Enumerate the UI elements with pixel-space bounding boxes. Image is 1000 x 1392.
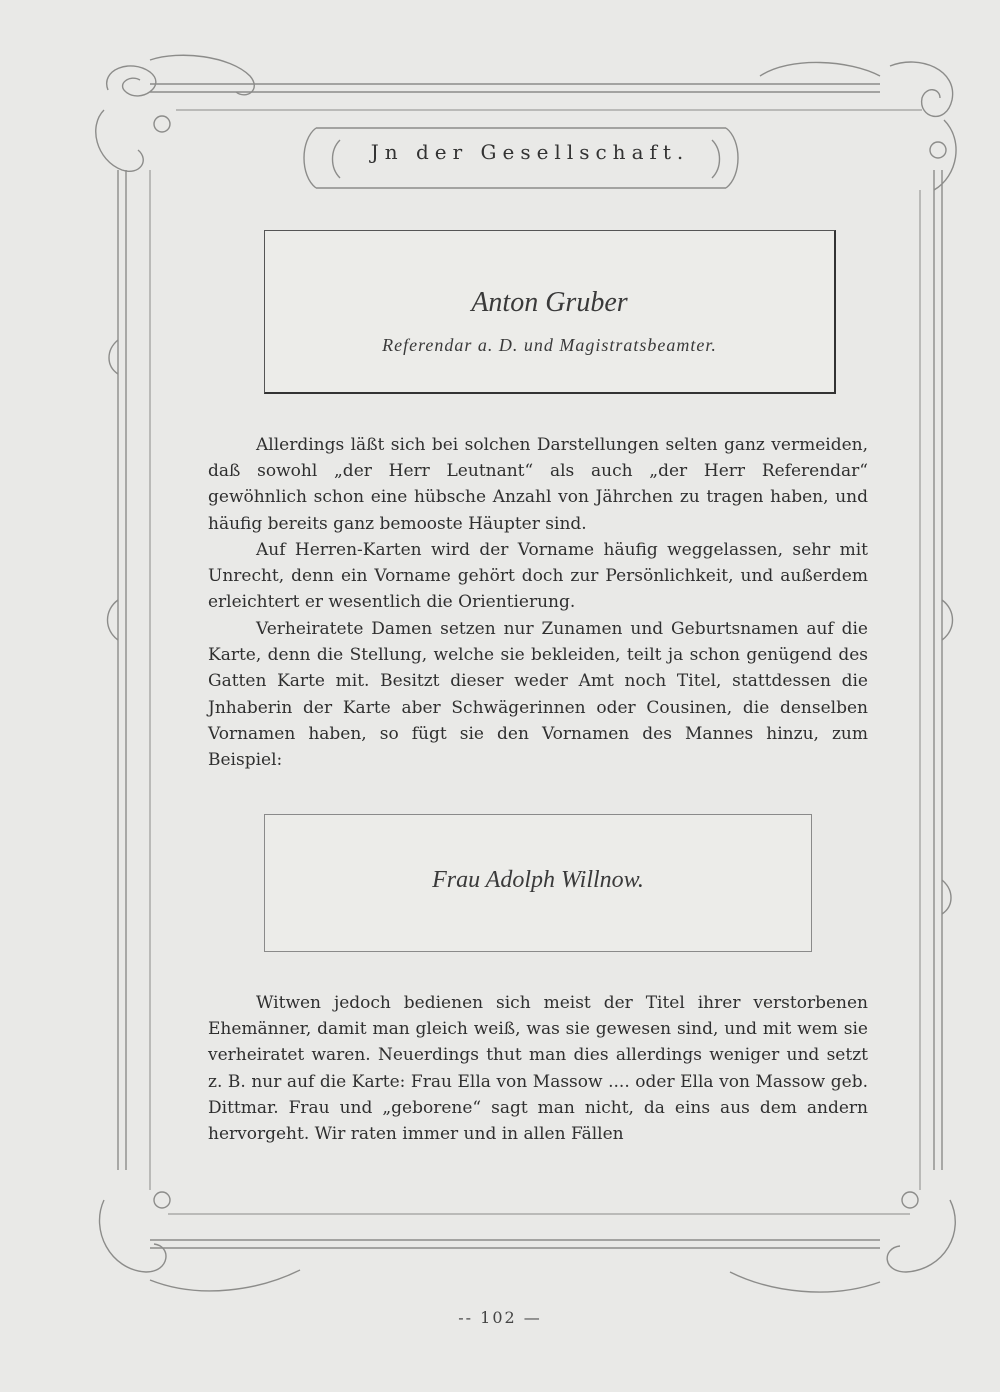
paragraph-1: Allerdings läßt sich bei solchen Darstellungen selten ganz vermeiden, daß sowohl „der Herr Leutnant“ als auch „der Herr Referendar“ gewöhnlich schon eine hübsche Anzahl von Jährchen zu tragen haben, und häufig bereits ganz bemooste Häupter sind.	[208, 435, 868, 534]
running-head: Jn der Gesellschaft.	[370, 140, 690, 164]
card-title: Referendar a. D. und Magistratsbeamter.	[382, 335, 717, 355]
paragraph-4: Witwen jedoch bedienen sich meist der Titel ihrer verstorbenen Ehemänner, damit man gleich weiß, was sie gewesen sind, und mit wem sie verheiratet waren. Neuerdings thut man dies allerdings weniger und setzt z. B. nur auf die Karte: Frau Ella von Massow .... oder Ella von Massow geb. Dittmar. Frau und „geborene“ sagt man nicht, da eins aus dem andern hervorgeht. Wir raten immer und in allen Fällen	[208, 993, 868, 1145]
visiting-card-example-two	[264, 814, 812, 952]
page-number: -- 102 —	[458, 1308, 542, 1327]
paragraph-2: Auf Herren-Karten wird der Vorname häufig weggelassen, sehr mit Unrecht, denn ein Vorname gehört doch zur Persönlichkeit, und außerdem erleichtert er wesentlich die Orientierung.	[208, 540, 868, 613]
card-name: Anton Gruber	[471, 287, 628, 318]
card-name: Frau Adolph Willnow.	[432, 867, 644, 893]
visiting-card-example-one	[264, 230, 836, 394]
paragraph-3: Verheiratete Damen setzen nur Zunamen und Geburtsnamen auf die Karte, denn die Stellung, welche sie bekleiden, teilt ja schon genügend des Gatten Karte mit. Besitzt dieser weder Amt noch Titel, stattdessen die Jnhaberin der Karte aber Schwägerinnen oder Cousinen, die denselben Vornamen haben, so fügt sie den Vornamen des Mannes hinzu, zum Beispiel:	[208, 619, 868, 771]
